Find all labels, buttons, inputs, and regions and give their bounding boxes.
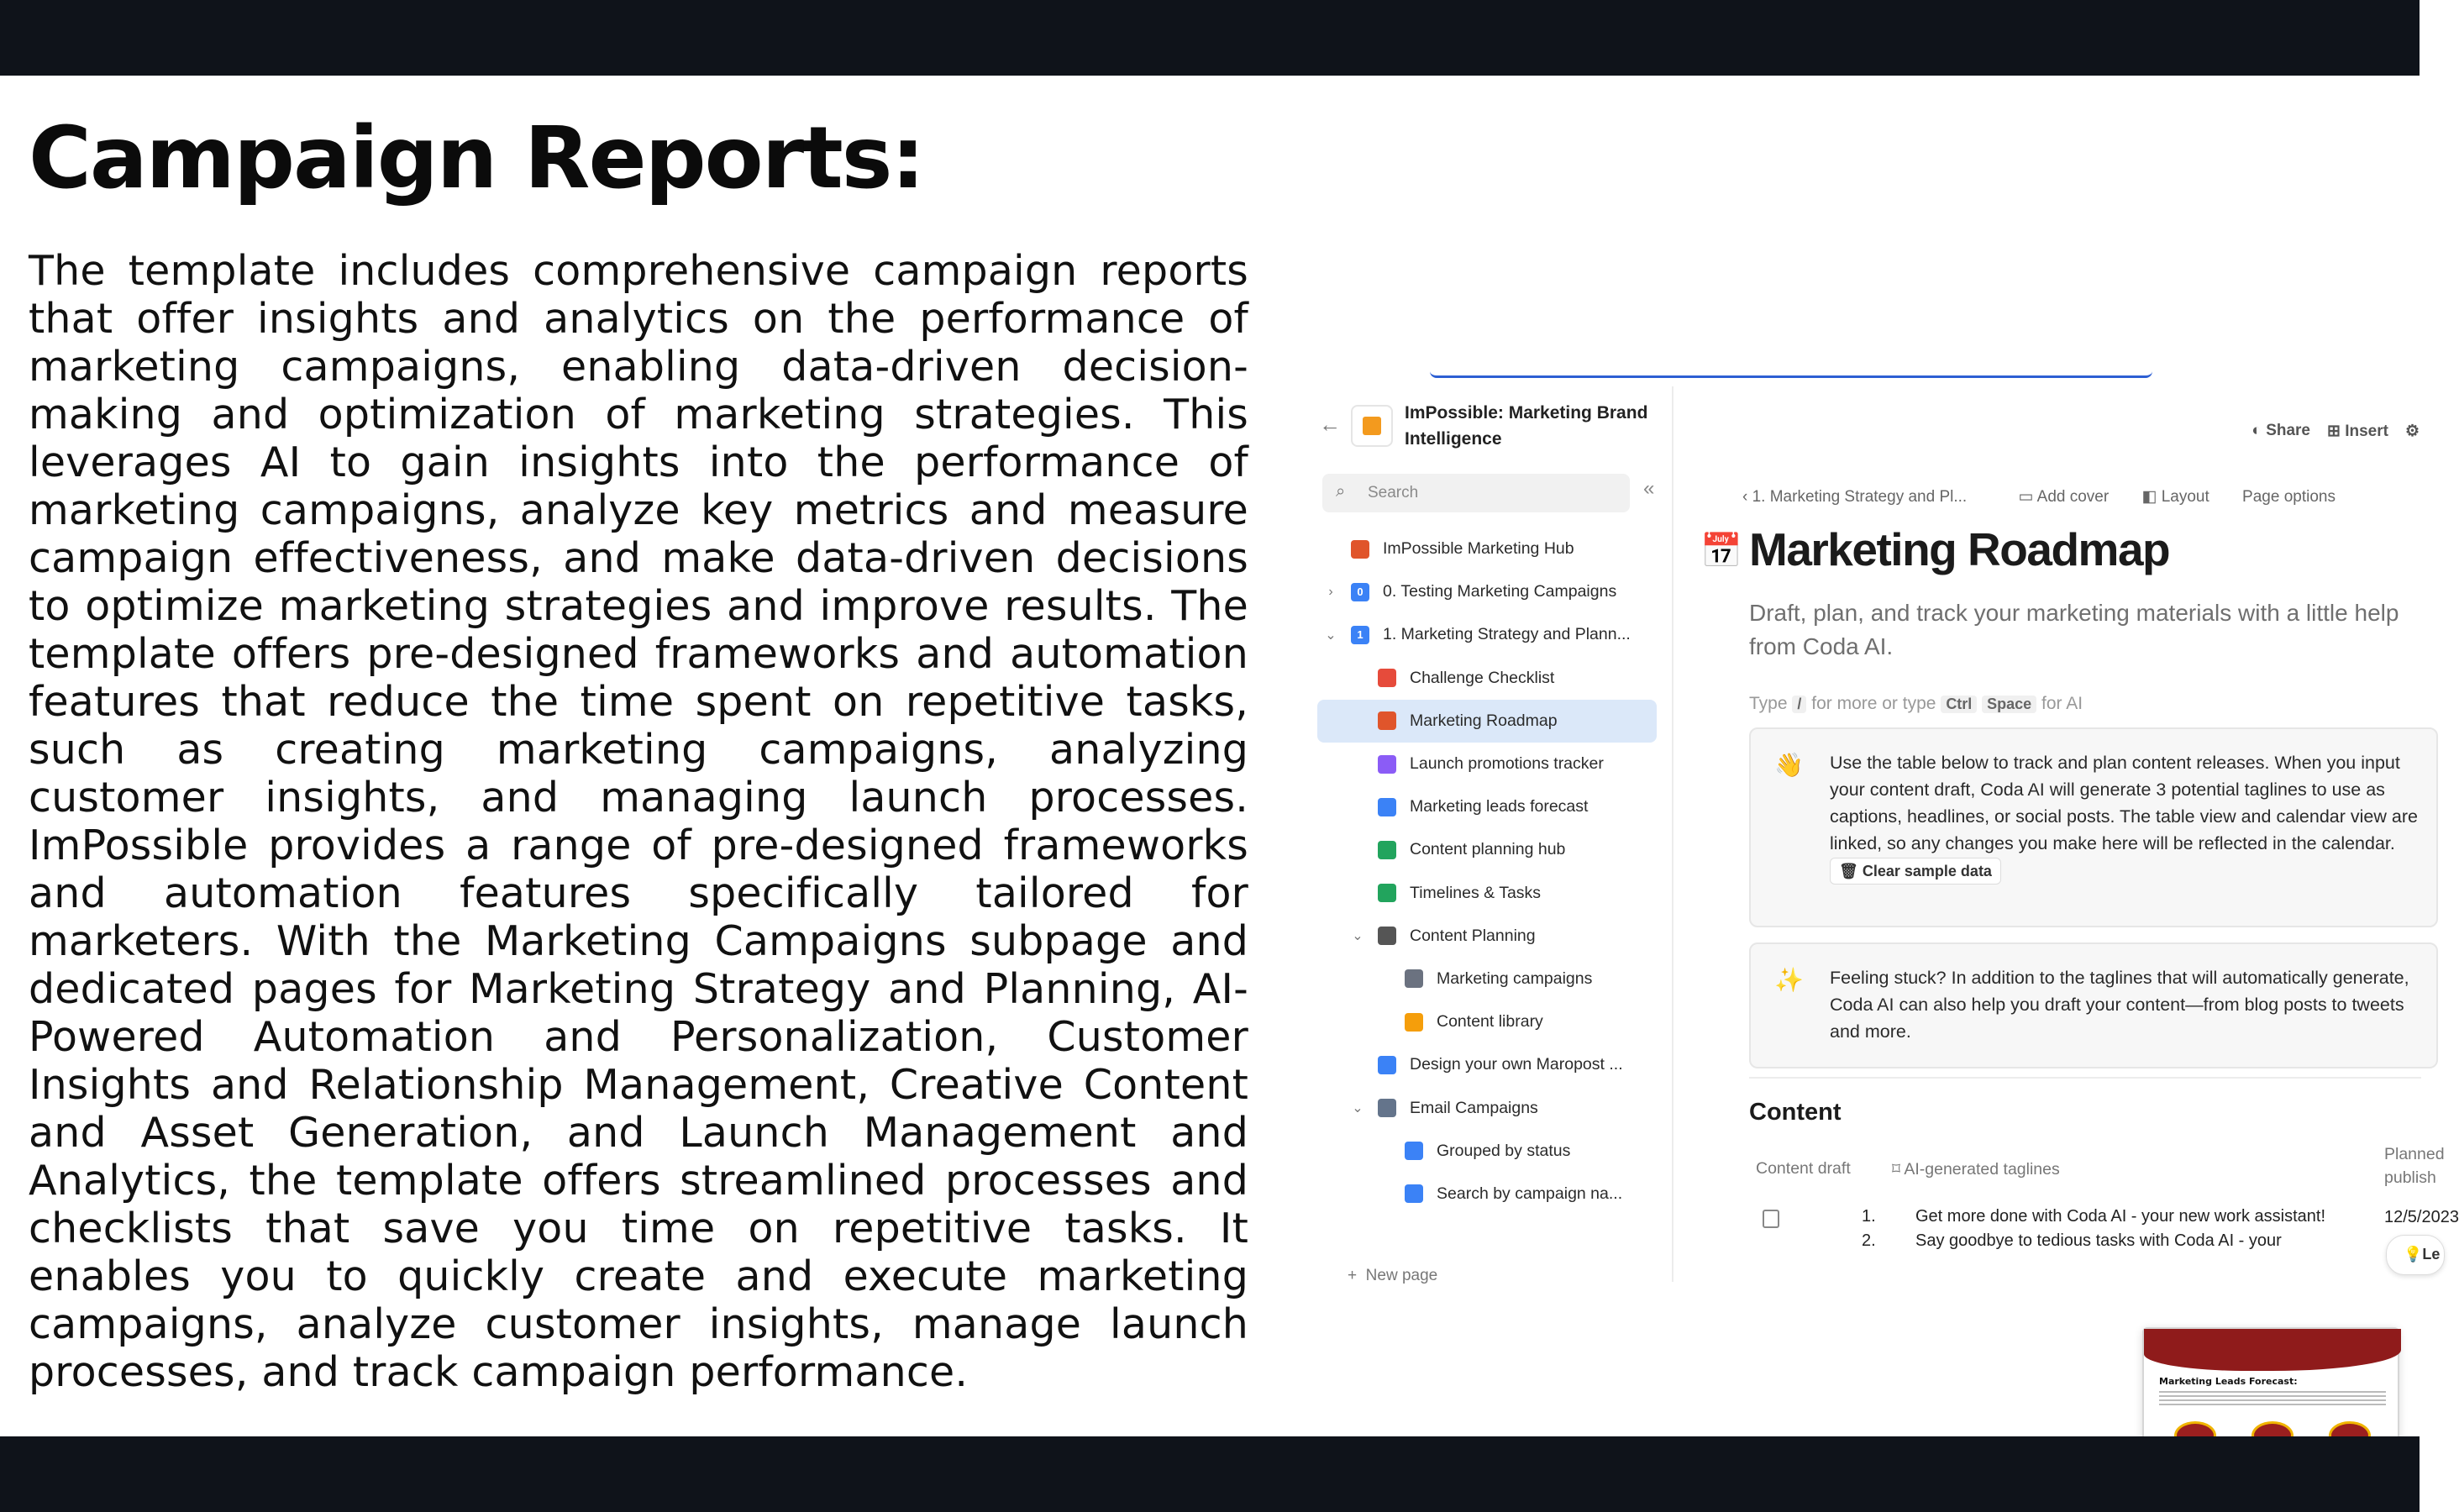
column-header-planned-publish[interactable]: Planned publish bbox=[2384, 1145, 2445, 1187]
callout-track-content bbox=[1749, 727, 2438, 927]
sidebar-item[interactable] bbox=[1317, 1130, 1657, 1173]
sidebar-item-label: Search by campaign na... bbox=[1437, 1184, 1623, 1203]
sidebar-item[interactable] bbox=[1317, 915, 1657, 958]
search-placeholder: Search bbox=[1368, 484, 1419, 501]
callout-feeling-stuck bbox=[1749, 942, 2438, 1068]
lightbulb-icon: 💡 bbox=[2404, 1246, 2423, 1263]
floating-label: Le bbox=[2422, 1246, 2441, 1263]
sidebar-item[interactable] bbox=[1317, 657, 1657, 700]
sidebar-item[interactable] bbox=[1317, 700, 1657, 743]
waving-hand-icon: 👋 bbox=[1774, 752, 1804, 778]
sidebar-item-label: Launch promotions tracker bbox=[1410, 754, 1604, 774]
share-label: Share bbox=[2266, 422, 2310, 439]
doc-logo-icon bbox=[1351, 405, 1393, 447]
collapse-sidebar-icon[interactable]: « bbox=[1643, 477, 1655, 500]
plus-icon: + bbox=[1348, 1267, 1358, 1284]
sidebar-item[interactable] bbox=[1317, 785, 1657, 828]
breadcrumb[interactable]: ‹ 1. Marketing Strategy and Pl... bbox=[1742, 488, 1968, 506]
tagline-1: Get more done with Coda AI - your new work assistant! bbox=[1915, 1207, 2325, 1226]
thumbnail-header-wave bbox=[2144, 1329, 2401, 1371]
clear-sample-label: Clear sample data bbox=[1862, 863, 1992, 879]
chart-icon bbox=[1378, 798, 1396, 816]
layout-button[interactable] bbox=[2141, 488, 2209, 506]
grid-icon bbox=[1378, 841, 1396, 859]
hint-end: for AI bbox=[2041, 694, 2083, 713]
page-options-button[interactable]: Page options bbox=[2242, 488, 2336, 506]
sidebar-item[interactable] bbox=[1317, 1086, 1657, 1129]
tagline-item: 1. Get more done with Coda AI - your new work assistant! bbox=[1862, 1207, 2325, 1226]
column-header-content-draft[interactable]: Content draft bbox=[1756, 1159, 1851, 1178]
sidebar-item-label: Content library bbox=[1437, 1012, 1543, 1032]
sidebar-item-label: ImPossible Marketing Hub bbox=[1383, 539, 1574, 559]
layout-label: Layout bbox=[2161, 488, 2209, 506]
insert-icon: ⊞ bbox=[2327, 423, 2341, 440]
insert-button[interactable] bbox=[2327, 422, 2388, 441]
hint-type: Type bbox=[1749, 694, 1788, 713]
add-cover-label: Add cover bbox=[2036, 488, 2110, 506]
sidebar-item-label: Grouped by status bbox=[1437, 1141, 1571, 1160]
magnifier-icon bbox=[1405, 1184, 1423, 1203]
search-input[interactable] bbox=[1322, 474, 1630, 512]
clear-sample-data-button[interactable] bbox=[1830, 858, 2001, 885]
send-icon bbox=[1378, 1056, 1396, 1074]
floating-button[interactable] bbox=[2386, 1235, 2445, 1275]
chevron-right-icon[interactable]: › bbox=[1328, 584, 1333, 599]
bookmark-icon: ⌑ bbox=[1892, 1160, 1901, 1179]
divider bbox=[1749, 1077, 2421, 1079]
callout-body: Use the table below to track and plan content releases. When you input your content draft, Coda AI will generate 3 potential taglines to use as captions, headlines, or social posts. The table view and calendar view are linked, so any changes you make here will be reflected in the calendar. bbox=[1830, 753, 2418, 853]
slide-body-text: The template includes comprehensive campaign reports that offer insights and analytics on the performance of marketing campaigns, enabling data-driven decision-making and optimization of marketing strategies. This leverages AI to gain insights into the performance of marketing campaigns, analyze key metrics and measure campaign effectiveness, and make data-driven decisions to optimize marketing strategies and improve results. The template offers pre-designed frameworks and automation features that reduce the time spent on repetitive tasks, such as creating marketing campaigns, analyzing customer insights, and managing launch processes. ImPossible provides a range of pre-designed frameworks and automation features specifically tailored for marketers. With the Marketing Campaigns subpage and dedicated pages for Marketing Strategy and Planning, AI-Powered Automation and Personalization, Customer Insights and Relationship Management, Creative Content and Asset Generation, and Launch Management and Analytics, the template offers streamlined processes and checklists that save you time on repetitive tasks. It enables you to quickly create and execute marketing campaigns, analyze customer insights, manage launch processes, and track campaign performance. bbox=[29, 247, 1248, 1396]
thumbnail-text-lines bbox=[2159, 1391, 2386, 1408]
sidebar-item[interactable] bbox=[1317, 828, 1657, 871]
sidebar-item-label: Timelines & Tasks bbox=[1410, 883, 1542, 902]
column-header-taglines[interactable] bbox=[1892, 1159, 2060, 1179]
top-letterbox-bar bbox=[0, 0, 2420, 76]
chevron-down-icon[interactable]: ⌄ bbox=[1325, 627, 1337, 643]
sidebar-item[interactable] bbox=[1317, 570, 1657, 613]
sidebar-item-label: Content Planning bbox=[1410, 926, 1536, 945]
sparkles-icon: ✨ bbox=[1774, 967, 1804, 993]
share-button[interactable] bbox=[2251, 422, 2310, 441]
sidebar-item[interactable] bbox=[1317, 528, 1657, 570]
sidebar-item[interactable] bbox=[1317, 613, 1657, 656]
sidebar-item-label: Content planning hub bbox=[1410, 840, 1566, 859]
layout-icon: ◧ bbox=[2141, 488, 2157, 506]
sidebar-item[interactable] bbox=[1317, 1173, 1657, 1215]
sidebar-item-label: Email Campaigns bbox=[1410, 1098, 1538, 1117]
sidebar-item-label: Marketing leads forecast bbox=[1410, 797, 1589, 816]
checklist-icon bbox=[1378, 669, 1396, 687]
hint-space-key: Space bbox=[1982, 696, 2036, 713]
callout-text bbox=[1830, 749, 2435, 885]
editor-hint[interactable] bbox=[1749, 694, 2083, 714]
taglines-cell[interactable] bbox=[1862, 1205, 2327, 1254]
callout2-text: Feeling stuck? In addition to the taglines that will automatically generate, Coda AI can also help you draft your content—from blog posts to tweets and more. bbox=[1830, 968, 2409, 1042]
calendar-icon bbox=[1378, 711, 1396, 730]
hub-icon bbox=[1351, 540, 1369, 559]
sidebar-item[interactable] bbox=[1317, 958, 1657, 1000]
doc-actions bbox=[2251, 422, 2420, 441]
row-document-icon[interactable] bbox=[1763, 1210, 1779, 1228]
doc-title[interactable]: ImPossible: Marketing Brand Intelligence bbox=[1405, 403, 1648, 449]
section-title[interactable]: Content bbox=[1749, 1099, 1842, 1126]
sidebar-item[interactable] bbox=[1317, 1043, 1657, 1086]
sidebar-nav bbox=[1317, 528, 1657, 1215]
sidebar-item[interactable] bbox=[1317, 872, 1657, 915]
trash-icon: 🗑 bbox=[1839, 863, 1858, 879]
bottom-letterbox-bar bbox=[0, 1436, 2420, 1512]
sidebar-item-label: Challenge Checklist bbox=[1410, 668, 1555, 687]
thumbnail-title: Marketing Leads Forecast: bbox=[2159, 1376, 2298, 1387]
hint-slash-key: / bbox=[1792, 696, 1806, 713]
tagline-item: 2. Say goodbye to tedious tasks with Coda AI - your bbox=[1862, 1231, 2282, 1250]
calendar-emoji-icon[interactable]: 📅 bbox=[1700, 533, 1742, 570]
sidebar-item-label: 0. Testing Marketing Campaigns bbox=[1383, 582, 1617, 601]
chevron-down-icon[interactable]: ⌄ bbox=[1352, 929, 1363, 944]
settings-icon[interactable]: ⚙ bbox=[2404, 423, 2420, 440]
sidebar-item[interactable] bbox=[1317, 1000, 1657, 1043]
sidebar-item-label: Marketing Roadmap bbox=[1410, 711, 1558, 730]
breadcrumb-label: 1. Marketing Strategy and Pl... bbox=[1752, 488, 1968, 506]
timeline-icon bbox=[1378, 884, 1396, 902]
planned-publish-date[interactable]: 12/5/2023 bbox=[2384, 1208, 2459, 1226]
taglines-header-label: AI-generated taglines bbox=[1904, 1160, 2060, 1179]
back-arrow-icon[interactable]: ← bbox=[1319, 412, 1341, 437]
zero-icon: 0 bbox=[1351, 583, 1369, 601]
slide-title: Campaign Reports: bbox=[29, 108, 924, 208]
monitor-icon bbox=[1405, 969, 1423, 988]
app-screenshot bbox=[1304, 370, 2459, 1284]
image-icon: ▭ bbox=[2018, 488, 2034, 506]
sidebar-item-label: 1. Marketing Strategy and Plann... bbox=[1383, 625, 1631, 644]
sidebar bbox=[1304, 386, 1673, 1282]
hint-ctrl-key: Ctrl bbox=[1941, 696, 1977, 713]
sidebar-item-label: Marketing campaigns bbox=[1437, 969, 1593, 988]
search-icon: ⌕ bbox=[1336, 482, 1346, 501]
insert-label: Insert bbox=[2345, 423, 2388, 440]
hint-middle: for more or type bbox=[1811, 694, 1936, 713]
page-title[interactable]: Marketing Roadmap bbox=[1749, 523, 2170, 575]
list-icon bbox=[1378, 927, 1396, 945]
top-focus-line bbox=[1430, 370, 2152, 378]
email-icon bbox=[1378, 1099, 1396, 1117]
dots-icon bbox=[1405, 1142, 1423, 1160]
tagline-2: Say goodbye to tedious tasks with Coda AI - your bbox=[1915, 1231, 2282, 1250]
new-page-button[interactable] bbox=[1348, 1267, 1437, 1285]
add-cover-button[interactable] bbox=[2018, 488, 2109, 506]
page-subtitle[interactable]: Draft, plan, and track your marketing materials with a little help from Coda AI. bbox=[1749, 600, 2399, 659]
sidebar-item[interactable] bbox=[1317, 743, 1657, 785]
new-page-label: New page bbox=[1365, 1267, 1438, 1284]
sidebar-item-label: Design your own Maropost ... bbox=[1410, 1055, 1623, 1074]
main-content bbox=[1675, 386, 2459, 1282]
share-icon: ◐ bbox=[2251, 422, 2262, 439]
one-icon: 1 bbox=[1351, 626, 1369, 644]
board-icon bbox=[1405, 1013, 1423, 1032]
rocket-icon bbox=[1378, 755, 1396, 774]
breadcrumb-bar bbox=[1742, 487, 2336, 507]
chevron-down-icon[interactable]: ⌄ bbox=[1352, 1101, 1363, 1116]
